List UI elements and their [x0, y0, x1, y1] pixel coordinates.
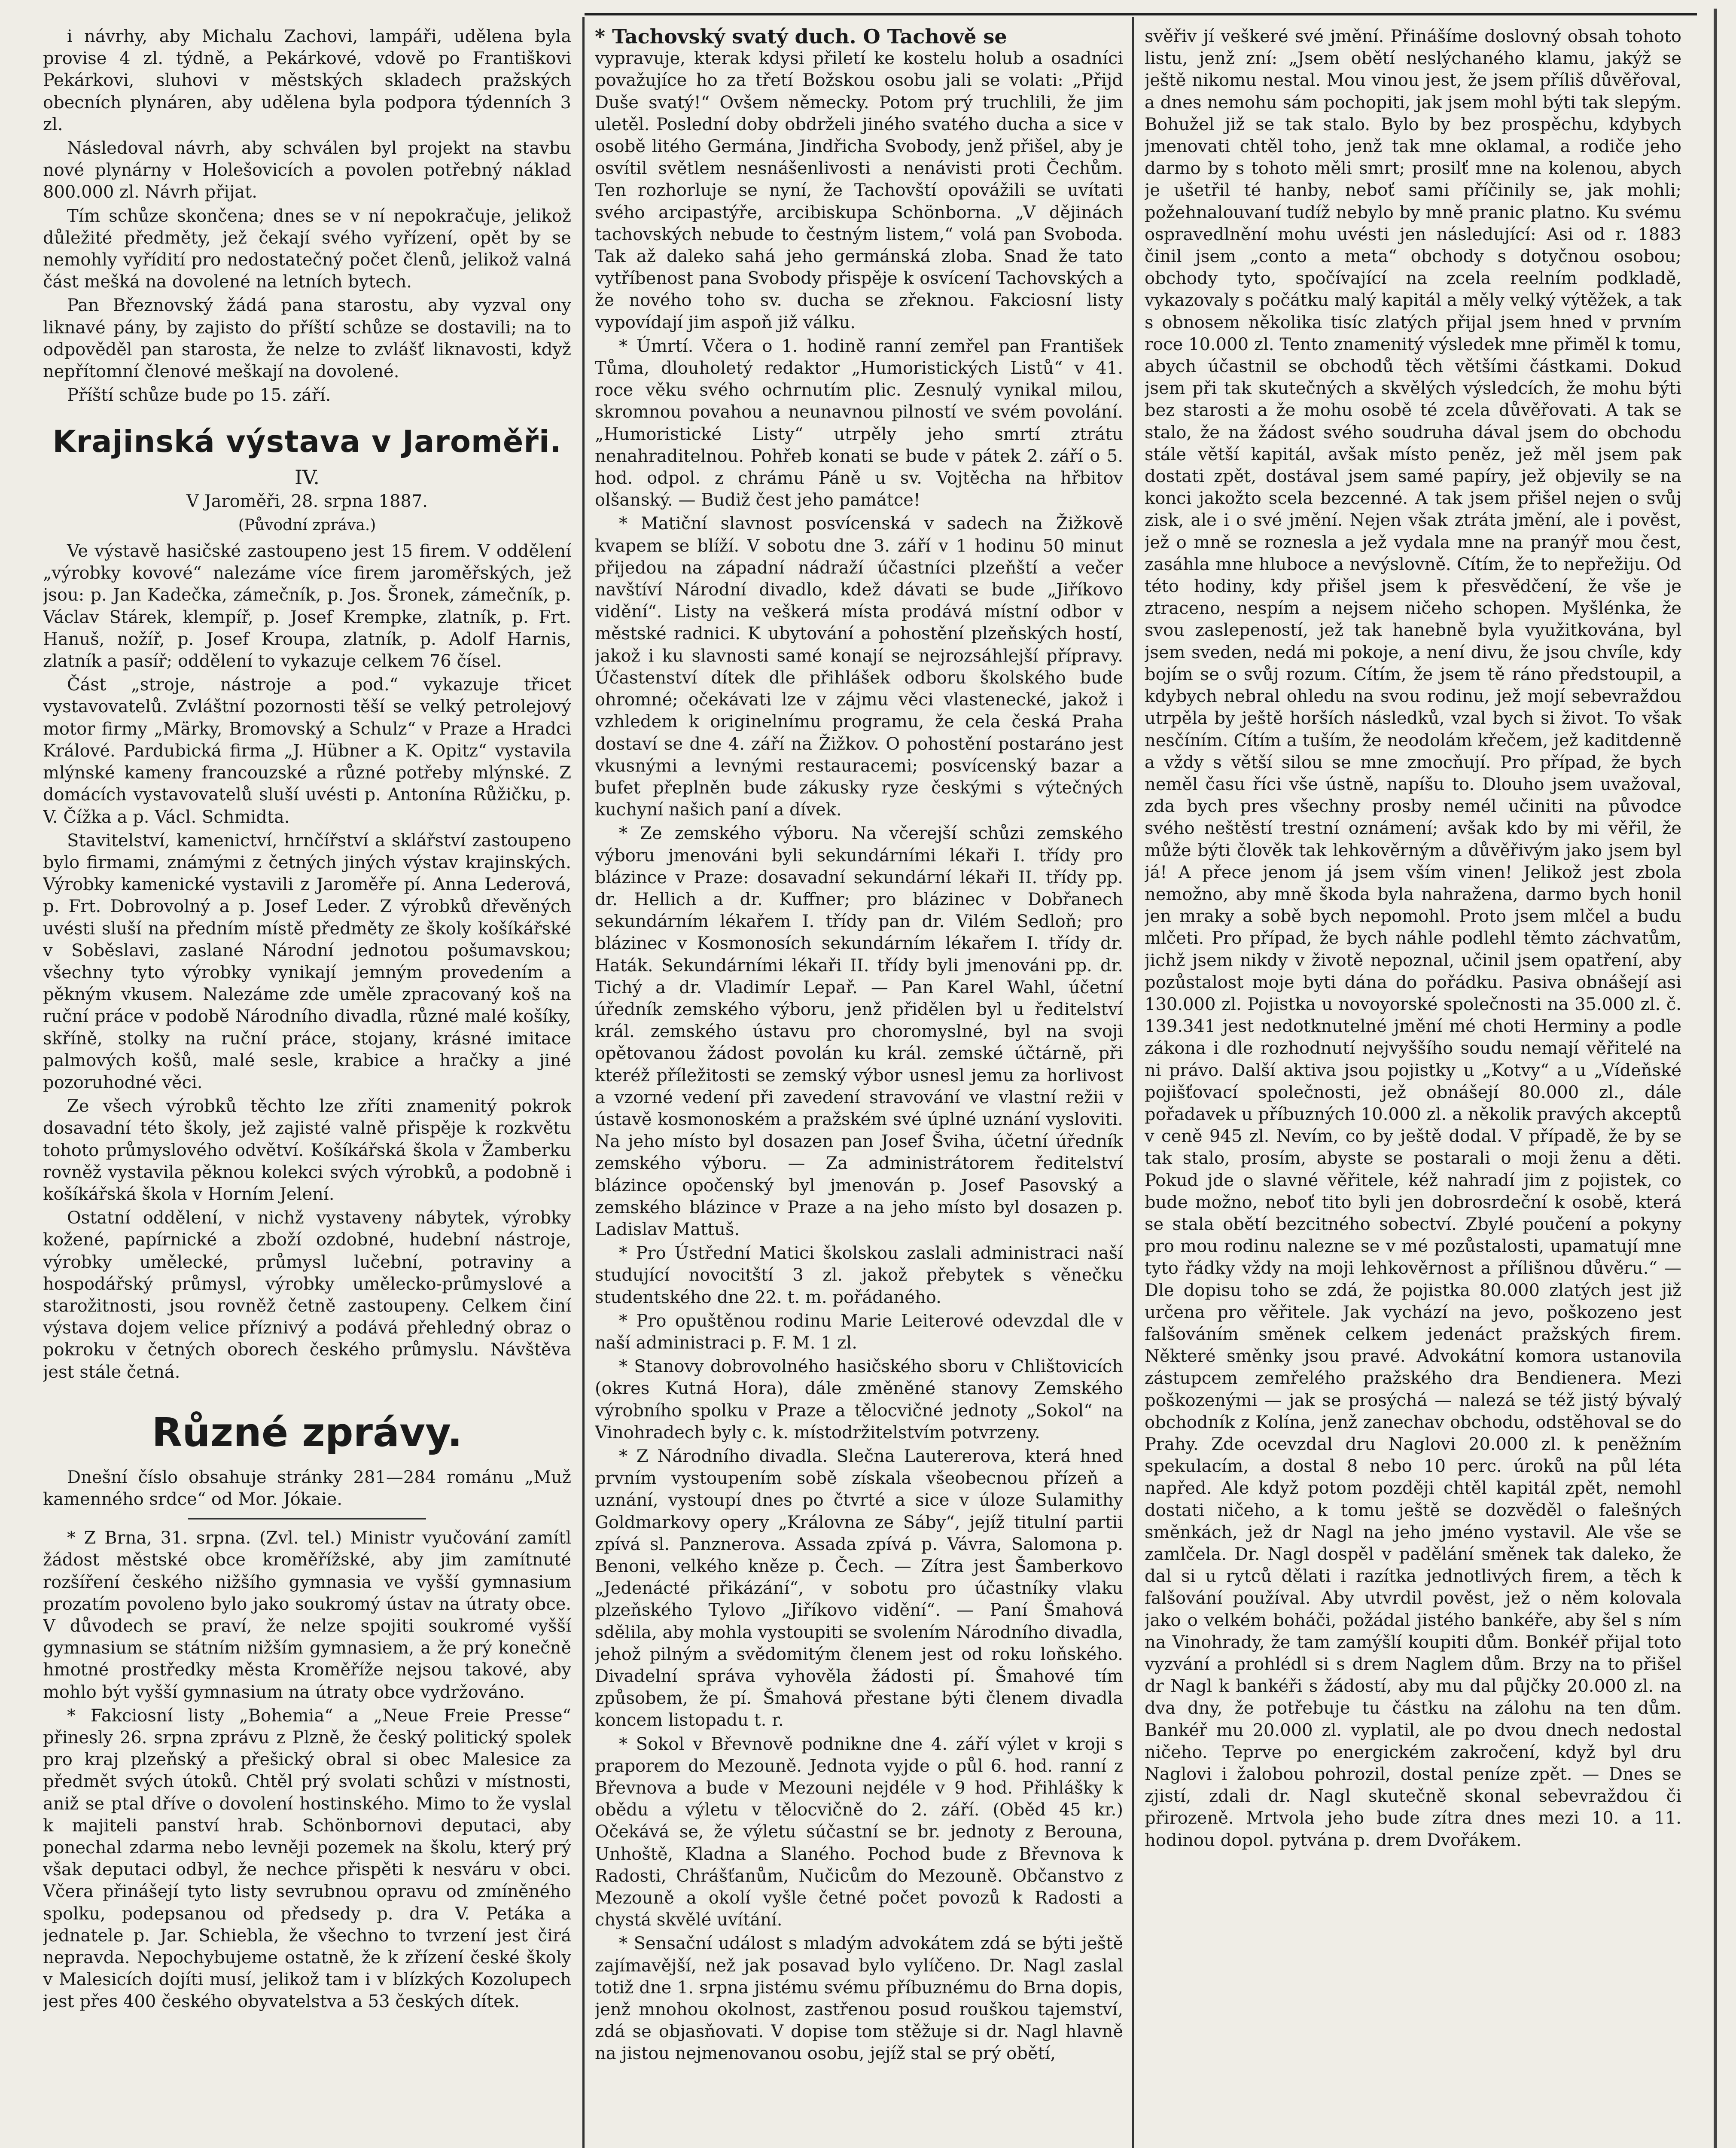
paragraph: * Ze zemského výboru. Na včerejší schůzi zemského výboru jmenováni byli sekundárními lékaři I. třídy pro blázince v Praze: dosavadní sekundární lékaři II. třídy pp. dr. Hellich a dr. Kuffner; pro blázinec v Dobřanech sekundárním lékařem I. třídy pan dr. Vilém Sedloň; pro blázinec v Kosmonosích sekundárním lékařem I. třídy dr. Haták. Sekundárními lékaři II. třídy byli jmenováni pp. dr. Tichý a dr. Vladimír Lepař. — Pan Karel Wahl, účetní úředník zemského výboru, jenž přidělen byl u ředitelství král. zemského ústavu pro choromyslné, byl na svoji opětovanou žádost povolán ku král. zemské účtárně, při kteréž příležitosti se zemský výbor usnesl jemu za horlivost a vzorné vedení při zavedení stravování ve vlastní režii v ústavě kosmonoském a pražském své úplné uznání vysloviti. Na jeho místo byl dosazen pan Josef Šviha, účetní úředník zemského výboru. — Za administrátorem ředitelství blázince opočenský byl jmenován p. Josef Pasovský a zemského blázince v Praze a na jeho místo byl dosazen p. Ladislav Mattuš.	[595, 824, 1123, 1239]
paragraph: Tím schůze skončena; dnes se v ní nepokračuje, jelikož důležité předměty, jež čekají svého vyřízení, opět by se nemohly vyřídití pro nedostatečný počet členů, jelikož valná část mešká na dovolené na letních bytech.	[43, 206, 571, 292]
section-heading: Krajinská výstava v Jaroměři.	[52, 424, 562, 460]
paragraph: * Sensační událost s mladým advokátem zdá se býti ještě zajímavější, než jak posavad bylo vylíčeno. Dr. Nagl zaslal totiž dne 1. srpna jistému svému příbuznému do Brna dopis, jenž mnohou okolnost, zastřenou posud rouškou tajemství, zdá se objasňovati. V dopise tom stěžuje si dr. Nagl hlavně na jistou nejmenovanou osobu, jejíž stal se prý obětí,	[595, 1934, 1123, 2064]
paragraph: * Z Brna, 31. srpna. (Zvl. tel.) Ministr vyučování zamítl žádost městské obce kroměřížské, aby jim zamítnuté rozšíření českého nižšího gymnasia ve vyšší gymnasium prozatím povoleno bylo jako soukromý ústav na útraty obce. V důvodech se praví, že nelze spojiti soukromé vyšší gymnasium se státním nižším gymnasiem, a že prý konečně hmotné prostředky města Kroměříže nejsou takové, aby mohlo být vyšší gymnasium na útraty obce vydržováno.	[43, 1528, 571, 1702]
paragraph: svěřiv jí veškeré své jmění. Přinášíme doslovný obsah tohoto listu, jenž zní: „Jsem obětí neslýchaného klamu, jakýž se ještě nikomu nestal. Mou vinou jest, že jsem příliš důvěřoval, a dnes nemohu sám pochopiti, jak jsem mohl býti tak slepým. Bohužel již se tak stalo. Bylo by bez prospěchu, kdybych jmenovati chtěl toho, jenž tak mne oklamal, a rodiče jeho darmo by s tohoto měli smrt; prosilť mne na kolenou, abych je ušetřil té hanby, neboť sami příčinily se, jak mohli; požehnalouvaní tudíž nebylo by mně pranic platno. Ku svému ospravedlnění mohu uvésti jen následující: Asi od r. 1883 činil jsem „conto a meta“ obchody s dotyčnou osobou; obchody tyto, spočívající na zcela reelním podkladě, vykazovaly s počátku malý kapitál a měly velký výtěžek, a tak s obnosem několika tisíc zlatých přijal jsem hned v prvním roce 10.000 zl. Tento znamenitý výsledek mne přiměl k tomu, abych účastnil se obchodů těch většími částkami. Dokud jsem při tak skutečných a skvělých výsledcích, že mohu býti bez starosti a že mohu osobě té zcela důvěřovati. A tak se stalo, že na žádost svého soudruha dával jsem do obchodu stále větší kapitál, avšak místo peněz, jež měl jsem pak dostati zpět, dostával jsem samé papíry, jež objevily se na konci jakožto scela bezcenné. A tak jsem přišel nejen o svůj zisk, ale i o své jmění. Nejen však ztráta jmění, ale i pověst, jež o mně se roznesla a jež vydala mne na pranýř mou čest, zasáhla mne hluboce a nevýslovně. Cítím, že to nepřežiju. Od této hodiny, kdy přišel jsem k přesvědčení, že vše je ztraceno, nespím a nejsem ničeho schopen. Myšlénka, že svou zaslepeností, jež tak hanebně byla využitkována, byl jsem sveden, nedá mi pokoje, a není divu, že jsou chvíle, kdy bojím se o svůj rozum. Cítím, že jsem tě ráno předstoupil, a kdybych nebral ohledu na svou rodinu, jež mojí sebevraždou utrpěla by ještě horších následků, vzal bych si život. To však nesčíním. Cítím a tuším, že neodolám křečem, jež kaditdenně a vždy s větší silou se mne zmocňují. Pro případ, že bych neměl času říci vše ústně, napíšu to. Dlouho jsem uvažoval, zda bych pres všechny prosby nemél učiniti na původce svého neštěstí trestní oznámení; avšak kdo by mi věřil, že může býti člověk tak lehkověrným a důvěřivým jako jsem byl já! A přece jenom já jsem vším vinen! Jelikož jest zbola nemožno, aby mně škoda byla nahražena, darmo bych honil jen mraky a sobě bych nepomohl. Proto jsem mlčel a budu mlčeti. Pro případ, že bych náhle podlehl těmto záchvatům, jichž jsem nikdy v životě nepoznal, učinil jsem opatření, aby pozůstalost moje byti dána do pořádku. Pasiva obnášejí asi 130.000 zl. Pojistka u novoyorské společnosti na 35.000 zl. č. 139.341 jest nedotknutelné jmění mé choti Herminy a podle zákona i dle rozhodnutí nejvyššího soudu nemají věřitelé na ni právo. Další aktiva jsou pojistky u „Kotvy“ a u „Vídeňské pojišťovací společnosti, jež obnášejí 80.000 zl., dále pořadavek u příbuzných 10.000 zl. a několik pravých akceptů v ceně 945 zl. Nevím, co by ještě dodal. V případě, že by se tak stalo, prosím, abyste se postarali o moji ženu a děti. Pokud jde o slavné věřitele, kéž nahradí jim z pojistek, co bude možno, neboť tito byli jen dobrosrdeční k osobě, která se stala obětí bezcitného sobectví. Zbylé poučení a pokyny pro mou rodinu nalezne se v mé pozůstalosti, upamatují mne tyto řádky vždy na moji lehkověrnost a přílišnou důvěru.“ — Dle dopisu toho se zdá, že pojistka 80.000 zlatých jest již určena pro věřitele. Jak vychází na jevo, poškozeno jest falšováním směnek celkem jedenáct pražských firem. Některé směnky jsou pravé. Advokátní komora ustanovila zástupcem zemřelého pražského dra Bendienera. Mezi poškozenými — jak se prosýchá — nalezá se též jistý bývalý obchodník z Kolína, jenž zanechav obchodu, odstěhoval se do Prahy. Zde ocevzdal dru Naglovi 20.000 zl. k peněžním spekulacím, a dostal 8 nebo 10 perc. úroků na půl léta napřed. Ale když potom později chtěl kapitál zpět, nemohl dostati ničeho, a k tomu ještě se dozvěděl o falešných směnkách, jež dr Nagl na jeho jméno vystavil. Ale vše se zamlčela. Dr. Nagl dospěl v padělání směnek tak daleko, že dal si u rytců dělati i razítka jednotlivých firem, a těch k falšování používal. Aby utvrdil pověst, jež o něm kolovala jako o velkém boháči, požádal jistého bankéře, aby šel s ním na Vinohrady, že tam zamýšlí koupiti dům. Bonkéř přijal toto vyzvání a prohlédl si s drem Naglem dům. Brzy na to přišel dr Nagl k bankéři s žádostí, aby mu dal půjčky 20.000 zl. na dva dny, že potřebuje tu částku na zálohu na ten dům. Bankéř mu 20.000 zl. vyplatil, ale po dvou dnech nedostal ničeho. Teprve po energickém zakročení, když byl dru Naglovi i žalobou pohrozil, dostal peníze zpět. — Dnes se zjistí, zdali dr. Nagl skutečně skonal sebevraždou či přirozeně. Mrtvola jeho bude zítra dnes mezi 10. a 11. hodinou dopol. pytvána p. drem Dvořákem.	[1145, 27, 1681, 1850]
paragraph: Ve výstavě hasičské zastoupeno jest 15 firem. V oddělení „výrobky kovové“ nalezáme více firem jaroměřských, jež jsou: p. Jan Kadečka, zámečník, p. Jos. Šronek, zámečník, p. Václav Stárek, klempíř, p. Josef Krempke, zlatník, p. Frt. Hanuš, nožíř, p. Josef Kroupa, zlatník, p. Adolf Harnis, zlatník a pasíř; oddělení to vykazuje celkem 76 čísel.	[43, 541, 571, 671]
column-divider	[1132, 17, 1134, 2148]
column-2	[595, 26, 1123, 2148]
paragraph: * Stanovy dobrovolného hasičského sboru v Chlištovicích (okres Kutná Hora), dále změněné stanovy Zemského výrobního spolku v Praze a tělocvičné jednoty „Sokol“ na Vinohradech byly c. k. místodržitelstvím potvrzeny.	[595, 1357, 1123, 1443]
paragraph: Následoval návrh, aby schválen byl projekt na stavbu nové plynárny v Holešovicích a povolen potřebný náklad 800.000 zl. Návrh přijat.	[43, 138, 571, 202]
section-heading: * Tachovský svatý duch. O Tachově se	[595, 26, 1007, 48]
section-heading-large: Různé zprávy.	[152, 1409, 463, 1455]
paragraph: * Úmrtí. Včera o 1. hodině ranní zemřel pan František Tůma, dlouholetý redaktor „Humoristických Listů“ v 41. roce věku svého ochrnutím plic. Zesnulý vynikal milou, skromnou povahou a neunavnou pilností ve svém povolání. „Humoristické Listy“ utrpěly jeho smrtí ztrátu nenahraditelnou. Pohřeb konati se bude v pátek 2. září o 5. hod. odpol. z chrámu Páně u sv. Vojtěcha na hřbitov olšanský. — Budiž čest jeho památce!	[595, 336, 1123, 510]
paragraph: * Fakciosní listy „Bohemia“ a „Neue Freie Presse“ přinesly 26. srpna zprávu z Plzně, že český politický spolek pro kraj plzeňský a přešický obral si obec Malesice za předmět svých útoků. Chtěl prý svolati schůzi v místnosti, aniž se ptal dříve o dovolení hostinského. Mimo to že vyslal k majiteli panství hrab. Schönbornovi deputaci, aby ponechal zdarma nebo levněji pozemek na školu, který prý však deputaci odbyl, že nechce přispěti k nesváru v obci. Včera přinášejí tyto listy sevrubnou opravu od zmíněného spolku, podepsanou od předsedy p. dra V. Petáka a jednatele p. Jar. Schiebla, že všechno to tvrzení jest čirá nepravda. Nepochybujeme ostatně, že k zřízení české školy v Malesicích dojíti musí, jelikož tam i v blízkých Kozolupech jest přes 400 českého obyvatelstva a 53 českých dítek.	[43, 1706, 571, 2012]
column-divider	[582, 17, 585, 2148]
paragraph: Pan Březnovský žádá pana starostu, aby vyzval ony liknavé pány, by zajisto do příští schůze se dostavili; na to odpověděl pan starosta, že nelze to zvlášť liknavosti, když nepřítomní členové meškají na dovolené.	[43, 296, 571, 382]
top-rule	[585, 13, 1697, 15]
paragraph: * Matiční slavnost posvícenská v sadech na Žižkově kvapem se blíží. V sobotu dne 3. září v 1 hodinu 50 minut přijedou na západní nádraží účastníci plzeňští a večer navštíví Národní divadlo, kdež dávati se bude „Jiříkovo vidění“. Listy na veškerá místa prodává místní odbor v městské radnici. K ubytování a pohostění plzeňských hostí, jakož i ku slavnosti samé konají se nejrozsáhlejší přípravy. Účastenství dítek dle přihlášek odboru školského bude ohromné; očekávati lze v zájmu věci vlastenecké, jakož i vzhledem k originelnímu programu, že cela česká Praha dostaví se dne 4. září na Žižkov. O pohostění postaráno jest vkusnými a levnými restauracemi; posvícenský bazar a bufet přeplněn bude zákusky ryze českými s výtečných kuchyní našich paní a dívek.	[595, 514, 1123, 820]
paragraph: i návrhy, aby Michalu Zachovi, lampáři, udělena byla provise 4 zl. týdně, a Pekárkové, vdově po Františkovi Pekárkovi, sluhovi v městských skladech pražských obecních plynáren, aby udělena byla podpora týdenních 3 zl.	[43, 27, 571, 134]
paragraph: Dnešní číslo obsahuje stránky 281—284 románu „Muž kamenného srdce“ od Mor. Jókaie.	[43, 1467, 571, 1509]
paragraph: Část „stroje, nástroje a pod.“ vykazuje třicet vystavovatelů. Zvláštní pozornosti těší se velký petrolejový motor firmy „Märky, Bromovský a Schulz“ v Praze a Hradci Králové. Pardubická firma „J. Hübner a K. Opitz“ vystavila mlýnské kameny francouzské a různé potřeby mlýnské. Z domácích vystavovatelů sluší uvésti p. Antonína Růžičku, p. V. Čížka a p. Václ. Schmidta.	[43, 675, 571, 827]
paragraph: * Z Národního divadla. Slečna Lautererova, která hned prvním vystoupením sobě získala všeobecnou přízeň a uznání, vystoupí dnes po čtvrté a sice v úloze Sulamithy Goldmarkovy opery „Královna ze Sáby“, jejíž titulní partii zpívá sl. Panznerova. Assada zpívá p. Vávra, Salomona p. Benoni, velkého kněze p. Čech. — Zítra jest Šamberkovo „Jedenácté přikázání“, v sobotu pro účastníky vlaku plzeňského Tylovo „Jiříkovo vidění“. — Paní Šmahová sdělila, aby mohla vystoupiti se svolením Národního divadla, jehož pilným a svědomitým členem jest od roku loňského. Divadelní správa vyhověla žádosti pí. Šmahové tím způsobem, že pí. Šmahová přestane býti členem divadla koncem listopadu t. r.	[595, 1446, 1123, 1730]
paragraph: * Pro opuštěnou rodinu Marie Leiterové odevzdal dle v naší administraci p. F. M. 1 zl.	[595, 1311, 1123, 1353]
page-edge	[1714, 9, 1717, 2148]
paragraph: * Pro Ústřední Matici školskou zaslali administraci naší studující novocitští 3 zl. jakož přebytek s věnečku studentského dne 22. t. m. pořádaného.	[595, 1243, 1123, 1307]
paragraph: Ze všech výrobků těchto lze zříti znamenitý pokrok dosavadní této školy, jež zajisté valně přispěje k rozkvětu tohoto průmyslového odvětví. Košíkářská škola v Žamberku rovněž vystavila pěknou kolekci svých výrobků, a podobně i košíkářská škola v Horním Jelení.	[43, 1096, 571, 1204]
column-3	[1145, 26, 1681, 2148]
dateline: V Jaroměři, 28. srpna 1887.	[186, 491, 428, 511]
column-1	[43, 26, 571, 2148]
paragraph: Ostatní oddělení, v nichž vystaveny nábytek, výrobky kožené, papírnické a zboží ozdobné, hudební nástroje, výrobky umělecké, průmysl lučební, potraviny a hospodářský průmysl, výrobky umělecko-průmyslové a starožitnosti, jsou rovněž četně zastoupeny. Celkem činí výstava dojem velice příznivý a podává přehledný obraz o pokroku v četných oborech českého průmyslu. Návštěva jest stále četná.	[43, 1208, 571, 1382]
source-note: (Původní zpráva.)	[238, 516, 376, 534]
section-subheading: IV.	[295, 466, 320, 489]
short-rule	[188, 1518, 426, 1519]
paragraph: vypravuje, kterak kdysi přiletí ke kostelu holub a osadníci považujíce ho za třetí Božskou osobu jali se volati: „Přijď Duše svatý!“ Ovšem německy. Potom prý truchlili, že jim uletěl. Poslední doby obdrželi jiného svatého ducha a sice v osobě litého Germána, Jindřicha Svobody, jenž přišel, aby je osvítil světlem nesnášenlivosti a nenávisti proti Čechům. Ten rozhorluje se nyní, že Tachovští opovážili se uvítati svého arcipastýře, arcibiskupa Schönborna. „V dějinách tachovských nebude to čestným listem,“ volá pan Svoboda. Tak až daleko sahá jeho germánská zloba. Snad že tato vytříbenost pana Svobody přispěje k osvícení Tachovských a že nového toho sv. ducha se zřeknou. Fakciosní listy vypovídají jim aspoň již válku.	[595, 49, 1123, 333]
paragraph: * Sokol v Břevnově podnikne dne 4. září výlet v kroji s praporem do Mezouně. Jednota vyjde o půl 6. hod. ranní z Břevnova a bude v Mezouni nejdéle v 9 hod. Přihlášky k obědu a výletu v tělocvičně do 2. září. (Oběd 45 kr.) Očekává se, že výletu súčastní se br. jednoty z Berouna, Unhoště, Kladna a Slaného. Pochod bude z Břevnova k Radosti, Chrášťanům, Nučicům do Mezouně. Občanstvo z Mezouně a okolí vyšle četné počet povozů k Radosti a chystá skvělé uvítání.	[595, 1734, 1123, 1930]
paragraph: Příští schůze bude po 15. září.	[67, 385, 331, 406]
paragraph: Stavitelství, kamenictví, hrnčířství a sklářství zastoupeno bylo firmami, známými z četných jiných výstav krajinských. Výrobky kamenické vystavili z Jaroměře pí. Anna Lederová, p. Frt. Dobrovolný a p. Josef Leder. Z výrobků dřevěných uvésti sluší na předním místě předměty ze školy košíkářské v Soběslavi, zaslané Národní jednotou pošumavskou; všechny tyto výrobky vynikají jemným provedením a pěkným vkusem. Nalezáme zde uměle zpracovaný koš na ruční práce v podobě Národního divadla, různé malé košíky, skříně, stolky na ruční práce, stojany, krásné imitace palmových košů, malé sesle, krabice a hračky a jiné pozoruhodné věci.	[43, 830, 571, 1092]
